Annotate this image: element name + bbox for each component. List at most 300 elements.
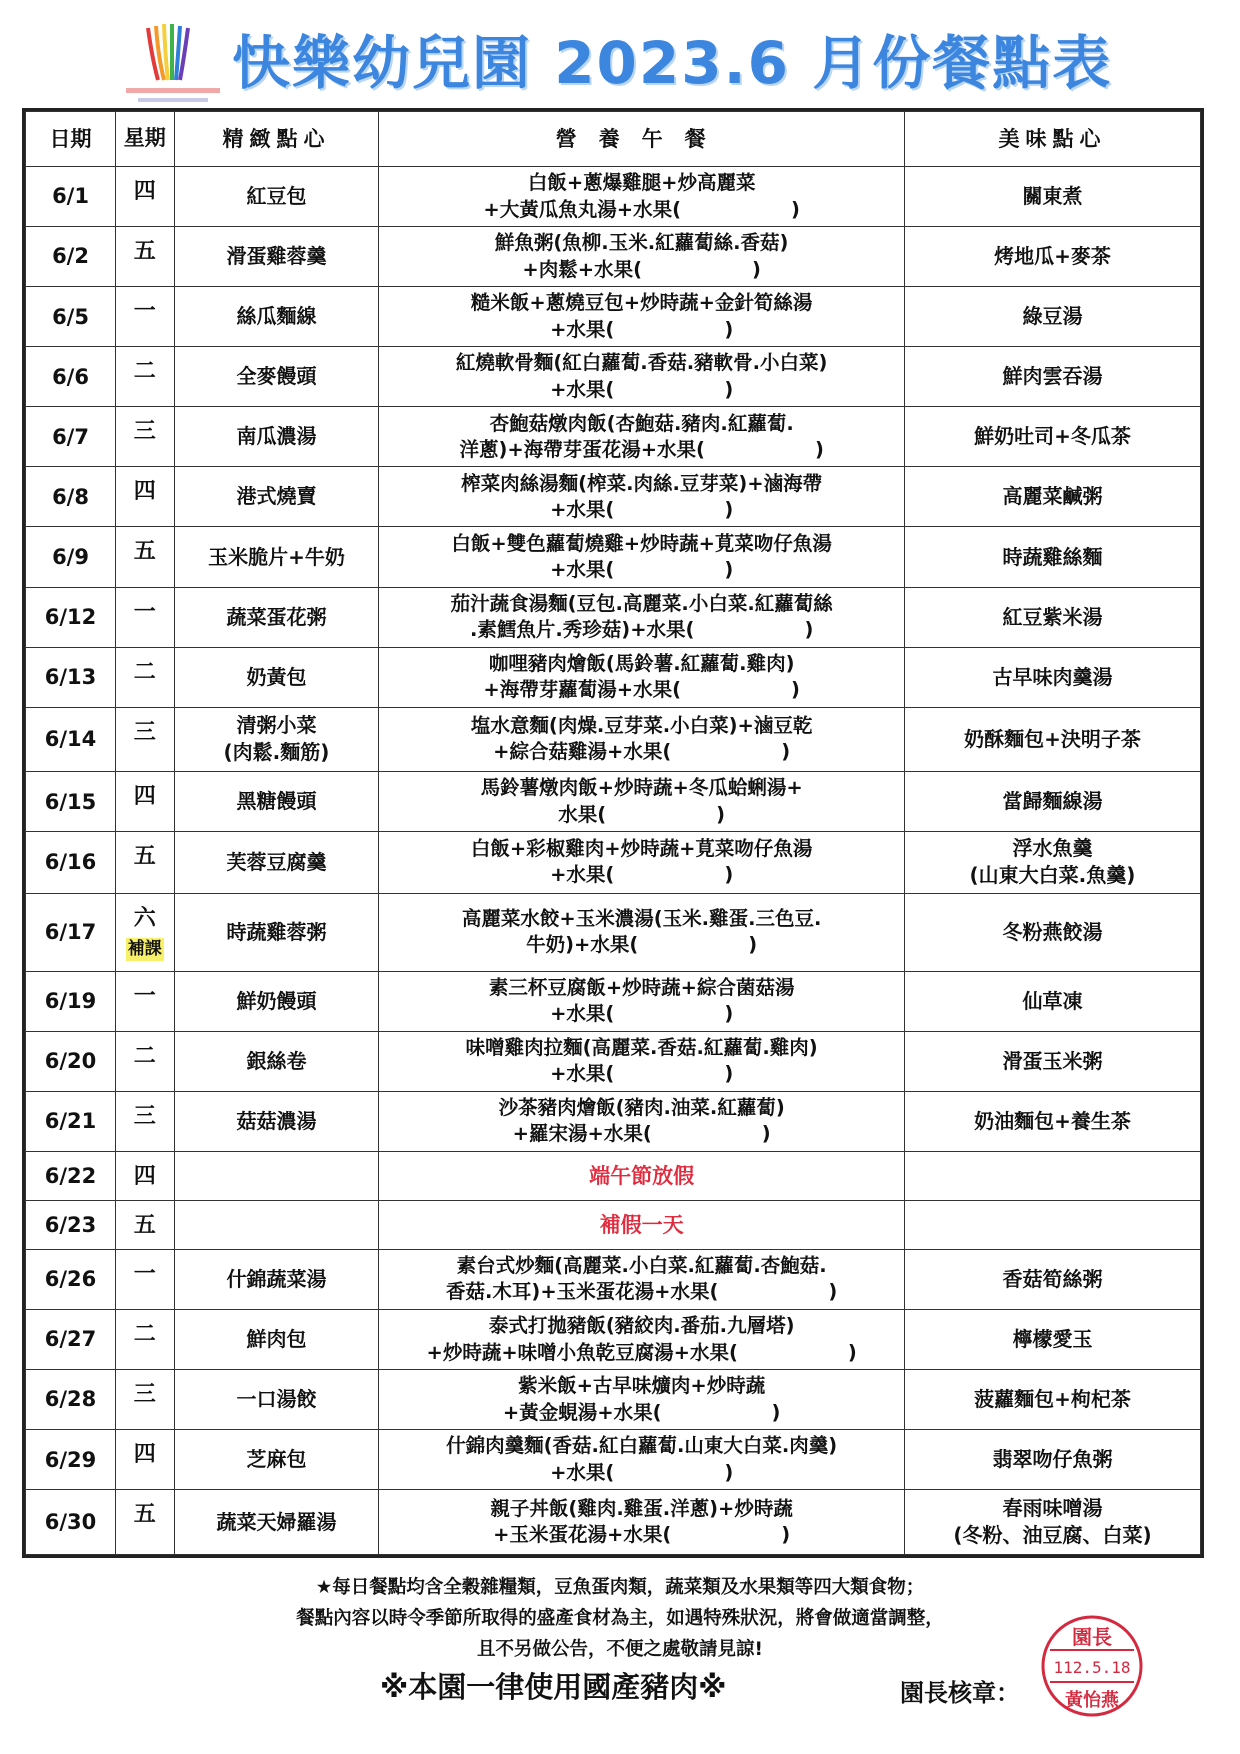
table-row: [26, 647, 1201, 707]
afternoon-snack-cell: [904, 971, 1200, 1031]
fruit-close-paren: ): [724, 1062, 734, 1086]
date-cell: 6/12: [26, 587, 116, 647]
lunch-cell: [379, 1370, 905, 1430]
afternoon-snack: 綠豆湯: [1022, 304, 1083, 329]
svg-text:112.5.18: 112.5.18: [1053, 1658, 1131, 1677]
afternoon-snack: 紅豆紫米湯: [1002, 604, 1103, 629]
weekday-cell: [116, 467, 175, 527]
morning-snack: 黑糖饅頭: [236, 789, 317, 814]
pork-notice: ※本園一律使用國產豬肉※: [380, 1670, 727, 1704]
date-cell: 6/15: [26, 772, 116, 832]
afternoon-snack-cell: [904, 287, 1200, 347]
morning-snack: 一口湯餃: [236, 1387, 317, 1412]
morning-snack-cell: [174, 1200, 379, 1249]
weekday-label: 三: [133, 1382, 156, 1408]
lunch-line: [383, 377, 900, 403]
fruit-close-paren: ): [724, 1460, 734, 1484]
lunch-line-text: .素鱈魚片.秀珍菇)+水果(: [469, 618, 695, 642]
lunch-line: 素台式炒麵(高麗菜.小白菜.紅蘿蔔.杏鮑菇.: [456, 1254, 827, 1278]
weekday-cell: [116, 893, 175, 971]
fruit-close-paren: ): [828, 1280, 838, 1304]
weekday-label: 五: [133, 239, 156, 265]
afternoon-snack-cell: [904, 1370, 1200, 1430]
weekday-cell: [116, 167, 175, 227]
morning-snack-cell: [174, 1249, 379, 1309]
lunch-line: 素三杯豆腐飯+炒時蔬+綜合菌菇湯: [488, 976, 795, 1000]
lunch-line-text: 洋蔥)+海帶芽蛋花湯+水果(: [459, 437, 705, 461]
lunch-line: 鮮魚粥(魚柳.玉米.紅蘿蔔絲.香菇): [494, 231, 789, 255]
afternoon-snack-cell: [904, 1200, 1200, 1249]
table-row: [26, 527, 1201, 587]
morning-snack-cell: [174, 407, 379, 467]
morning-snack: 時蔬雞蓉粥: [226, 919, 327, 944]
table-row: [26, 227, 1201, 287]
morning-snack-detail: (肉鬆.麵筋): [223, 740, 330, 765]
table-row: [26, 1490, 1201, 1555]
weekday-label: 一: [133, 299, 156, 325]
lunch-cell: [379, 227, 905, 287]
afternoon-snack: 仙草凍: [1022, 988, 1083, 1013]
table-row: [26, 347, 1201, 407]
afternoon-snack-cell: [904, 707, 1200, 772]
afternoon-snack-cell: [904, 1430, 1200, 1490]
lunch-cell: [379, 407, 905, 467]
date-cell: 6/5: [26, 287, 116, 347]
table-row: [26, 287, 1201, 347]
lunch-line-text: +水果(: [550, 1460, 615, 1484]
table-row: [26, 971, 1201, 1031]
lunch-line: 泰式打拋豬飯(豬絞肉.番茄.九層塔): [488, 1314, 795, 1338]
weekday-cell: [116, 772, 175, 832]
morning-snack: 紅豆包: [246, 184, 307, 209]
afternoon-snack-detail: (冬粉、油豆腐、白菜): [953, 1523, 1152, 1548]
weekday-label: 二: [133, 1043, 156, 1069]
lunch-line: [383, 497, 900, 523]
fruit-close-paren: ): [748, 933, 758, 957]
weekday-label: 五: [133, 539, 156, 565]
afternoon-snack: 鮮肉雲吞湯: [1002, 364, 1103, 389]
weekday-label: 四: [133, 784, 156, 810]
afternoon-snack: 翡翠吻仔魚粥: [992, 1447, 1113, 1472]
lunch-cell: [379, 1310, 905, 1370]
date-cell: 6/28: [26, 1370, 116, 1430]
table-row: [26, 1031, 1201, 1091]
morning-snack: 菇菇濃湯: [236, 1108, 317, 1133]
weekday-cell: [116, 1310, 175, 1370]
morning-snack: 全麥饅頭: [236, 364, 317, 389]
morning-snack-cell: [174, 707, 379, 772]
weekday-cell: [116, 287, 175, 347]
afternoon-snack: 春雨味噌湯: [1002, 1496, 1103, 1521]
weekday-label: 三: [133, 419, 156, 445]
date-cell: 6/16: [26, 832, 116, 893]
menu-table-frame: [22, 108, 1204, 1558]
weekday-label: 六: [133, 905, 156, 931]
weekday-cell: [116, 1430, 175, 1490]
morning-snack-cell: [174, 467, 379, 527]
lunch-line-text: +肉鬆+水果(: [522, 257, 642, 281]
lunch-line: 紅燒軟骨麵(紅白蘿蔔.香菇.豬軟骨.小白菜): [455, 351, 828, 375]
lunch-line-text: +水果(: [550, 863, 615, 887]
lunch-cell: [379, 1249, 905, 1309]
date-cell: 6/9: [26, 527, 116, 587]
header-row: [26, 112, 1201, 167]
lunch-cell: [379, 1490, 905, 1555]
afternoon-snack-cell: [904, 1152, 1200, 1201]
afternoon-snack-cell: [904, 527, 1200, 587]
fruit-close-paren: ): [724, 1002, 734, 1026]
morning-snack-cell: [174, 1091, 379, 1151]
morning-snack: 銀絲卷: [246, 1048, 307, 1073]
weekday-cell: [116, 227, 175, 287]
morning-snack-cell: [174, 167, 379, 227]
fruit-close-paren: ): [814, 437, 824, 461]
fruit-close-paren: ): [847, 1340, 857, 1364]
table-row: [26, 1430, 1201, 1490]
morning-snack: 芙蓉豆腐羹: [226, 849, 327, 874]
lunch-cell: [379, 832, 905, 893]
fruit-close-paren: ): [804, 618, 814, 642]
approval-label: 園長核章：: [900, 1679, 1020, 1707]
lunch-line: [383, 1279, 900, 1305]
table-row: [26, 407, 1201, 467]
lunch-line: 塩水意麵(肉燥.豆芽菜.小白菜)+滷豆乾: [470, 714, 813, 738]
morning-snack: 鮮奶饅頭: [236, 988, 317, 1013]
lunch-line-text: +水果(: [550, 377, 615, 401]
fruit-close-paren: ): [791, 678, 800, 702]
morning-snack-cell: [174, 227, 379, 287]
afternoon-snack: 香菇筍絲粥: [1002, 1266, 1103, 1291]
morning-snack-cell: [174, 347, 379, 407]
morning-snack: 港式燒賣: [236, 484, 317, 509]
lunch-line: [383, 317, 900, 343]
date-cell: 6/23: [26, 1200, 116, 1249]
date-cell: 6/6: [26, 347, 116, 407]
date-cell: 6/14: [26, 707, 116, 772]
weekday-label: 一: [133, 599, 156, 625]
afternoon-snack-detail: (山東大白菜.魚羹): [969, 863, 1136, 888]
afternoon-snack: 高麗菜鹹粥: [1002, 484, 1103, 509]
lunch-line: 糙米飯+蔥燒豆包+炒時蔬+金針筍絲湯: [470, 291, 813, 315]
lunch-cell: [379, 893, 905, 971]
lunch-cell: [379, 527, 905, 587]
weekday-cell: [116, 1490, 175, 1555]
menu-table: [25, 111, 1201, 1555]
morning-snack-cell: [174, 832, 379, 893]
weekday-label: 二: [133, 359, 156, 385]
weekday-label: 五: [133, 844, 156, 870]
afternoon-snack: 滑蛋玉米粥: [1002, 1048, 1103, 1073]
date-cell: 6/21: [26, 1091, 116, 1151]
lunch-line: [383, 1522, 900, 1548]
table-row: [26, 707, 1201, 772]
morning-snack: 絲瓜麵線: [236, 304, 317, 329]
principal-seal: [1040, 1614, 1144, 1718]
weekday-cell: [116, 1370, 175, 1430]
morning-snack: 南瓜濃湯: [236, 424, 317, 449]
lunch-line-text: 水果(: [558, 802, 607, 826]
morning-snack-cell: [174, 287, 379, 347]
date-cell: 6/22: [26, 1152, 116, 1201]
lunch-line: 杏鮑菇燉肉飯(杏鮑菇.豬肉.紅蘿蔔.: [489, 411, 794, 435]
afternoon-snack: 鮮奶吐司+冬瓜茶: [974, 424, 1131, 449]
lunch-line: [383, 677, 900, 703]
header-date: 日期: [26, 112, 116, 167]
weekday-label: 四: [133, 1164, 156, 1190]
date-cell: 6/26: [26, 1249, 116, 1309]
weekday-cell: [116, 1200, 175, 1249]
lunch-cell: [379, 647, 905, 707]
weekday-label: 三: [133, 719, 156, 745]
afternoon-snack-cell: [904, 587, 1200, 647]
weekday-cell: [116, 832, 175, 893]
lunch-line: [383, 197, 900, 223]
weekday-cell: [116, 1152, 175, 1201]
date-cell: 6/7: [26, 407, 116, 467]
morning-snack: 清粥小菜: [236, 713, 317, 738]
lunch-line: 茄汁蔬食湯麵(豆包.高麗菜.小白菜.紅蘿蔔絲: [450, 591, 833, 615]
lunch-cell: [379, 971, 905, 1031]
lunch-line: [383, 1061, 900, 1087]
weekday-cell: [116, 1091, 175, 1151]
afternoon-snack: 時蔬雞絲麵: [1002, 544, 1103, 569]
weekday-label: 一: [133, 983, 156, 1009]
date-cell: 6/2: [26, 227, 116, 287]
fruit-close-paren: ): [724, 377, 734, 401]
afternoon-snack-cell: [904, 347, 1200, 407]
lunch-line-text: +水果(: [550, 1002, 615, 1026]
afternoon-snack-cell: [904, 407, 1200, 467]
lunch-line: 沙茶豬肉燴飯(豬肉.油菜.紅蘿蔔): [498, 1096, 785, 1120]
weekday-cell: [116, 1031, 175, 1091]
lunch-line: [383, 932, 900, 958]
lunch-line: 榨菜肉絲湯麵(榨菜.肉絲.豆芽菜)+滷海帶: [461, 471, 823, 495]
afternoon-snack: 檸檬愛玉: [1012, 1327, 1093, 1352]
fruit-close-paren: ): [724, 497, 734, 521]
lunch-cell: [379, 467, 905, 527]
date-cell: 6/8: [26, 467, 116, 527]
header-lunch: 營養午餐: [379, 112, 905, 167]
morning-snack: 滑蛋雞蓉羹: [226, 244, 327, 269]
lunch-line-text: +羅宋湯+水果(: [512, 1122, 652, 1146]
lunch-line-text: +炒時蔬+味噌小魚乾豆腐湯+水果(: [426, 1340, 738, 1364]
morning-snack-cell: [174, 647, 379, 707]
lunch-line: 白飯+彩椒雞肉+炒時蔬+莧菜吻仔魚湯: [470, 837, 813, 861]
lunch-line-text: +綜合菇雞湯+水果(: [493, 740, 672, 764]
table-row: [26, 832, 1201, 893]
lunch-line: [383, 1400, 900, 1426]
header-snack-pm: 美味點心: [904, 112, 1200, 167]
afternoon-snack-cell: [904, 772, 1200, 832]
fruit-close-paren: ): [752, 257, 761, 281]
lunch-line-text: +水果(: [550, 497, 615, 521]
weekday-label: 五: [133, 1212, 156, 1238]
morning-snack-cell: [174, 527, 379, 587]
weekday-label: 四: [133, 179, 156, 204]
table-row: [26, 1249, 1201, 1309]
lunch-line-text: +水果(: [550, 317, 615, 341]
lunch-cell: [379, 707, 905, 772]
lunch-line: [383, 257, 900, 283]
morning-snack-cell: [174, 1370, 379, 1430]
lunch-line-text: 牛奶)+水果(: [526, 933, 639, 957]
lunch-line: 什錦肉羹麵(香菇.紅白蘿蔔.山東大白菜.肉羹): [446, 1434, 838, 1458]
weekday-cell: [116, 707, 175, 772]
afternoon-snack-cell: [904, 167, 1200, 227]
weekday-label: 三: [133, 1103, 156, 1129]
weekday-label: 二: [133, 659, 156, 685]
table-row: [26, 1152, 1201, 1201]
morning-snack-cell: [174, 1031, 379, 1091]
lunch-line: 白飯+蔥爆雞腿+炒高麗菜: [527, 171, 756, 195]
table-row: [26, 1091, 1201, 1151]
lunch-line: [383, 802, 900, 828]
page-title: 快樂幼兒園 2023.6 月份餐點表: [232, 29, 1113, 97]
date-cell: 6/27: [26, 1310, 116, 1370]
school-logo: [118, 18, 228, 108]
holiday-cell: 端午節放假: [379, 1152, 905, 1201]
fruit-close-paren: ): [781, 740, 791, 764]
afternoon-snack-cell: [904, 1091, 1200, 1151]
lunch-line: [383, 739, 900, 765]
weekday-label: 一: [133, 1261, 156, 1287]
lunch-line: [383, 437, 900, 463]
table-row: [26, 1370, 1201, 1430]
table-row: [26, 1310, 1201, 1370]
lunch-cell: [379, 1430, 905, 1490]
lunch-line-text: +大黃瓜魚丸湯+水果(: [483, 197, 681, 221]
table-row: [26, 167, 1201, 227]
date-cell: 6/29: [26, 1430, 116, 1490]
date-cell: 6/17: [26, 893, 116, 971]
afternoon-snack-cell: [904, 467, 1200, 527]
afternoon-snack: 菠蘿麵包+枸杞茶: [974, 1387, 1131, 1412]
afternoon-snack-cell: [904, 893, 1200, 971]
lunch-line: [383, 1121, 900, 1147]
afternoon-snack-cell: [904, 1031, 1200, 1091]
lunch-line-text: +玉米蛋花湯+水果(: [493, 1523, 672, 1547]
lunch-line: 紫米飯+古早味爌肉+炒時蔬: [518, 1374, 766, 1398]
date-cell: 6/13: [26, 647, 116, 707]
table-row: [26, 772, 1201, 832]
date-cell: 6/20: [26, 1031, 116, 1091]
fruit-close-paren: ): [724, 863, 734, 887]
morning-snack: 什錦蔬菜湯: [226, 1266, 327, 1291]
lunch-line: 白飯+雙色蘿蔔燒雞+炒時蔬+莧菜吻仔魚湯: [451, 531, 832, 555]
lunch-line-text: +水果(: [550, 1062, 615, 1086]
afternoon-snack: 古早味肉羹湯: [992, 664, 1113, 689]
weekday-cell: [116, 1249, 175, 1309]
lunch-line-text: +海帶芽蘿蔔湯+水果(: [483, 678, 681, 702]
weekday-label: 四: [133, 1442, 156, 1468]
holiday-cell: 補假一天: [379, 1200, 905, 1249]
fruit-close-paren: ): [716, 802, 726, 826]
fruit-close-paren: ): [724, 317, 734, 341]
date-cell: 6/19: [26, 971, 116, 1031]
lunch-cell: [379, 1091, 905, 1151]
morning-snack-cell: [174, 971, 379, 1031]
morning-snack: 鮮肉包: [246, 1327, 307, 1352]
morning-snack-cell: [174, 587, 379, 647]
table-row: [26, 467, 1201, 527]
morning-snack-cell: [174, 1430, 379, 1490]
header-snack-am: 精緻點心: [174, 112, 379, 167]
morning-snack: 奶黃包: [246, 664, 307, 689]
header-week: 星期: [116, 112, 175, 167]
afternoon-snack-cell: [904, 1310, 1200, 1370]
lunch-cell: [379, 587, 905, 647]
afternoon-snack: 烤地瓜+麥茶: [994, 244, 1111, 269]
morning-snack-cell: [174, 772, 379, 832]
lunch-line-text: 香菇.木耳)+玉米蛋花湯+水果(: [446, 1280, 719, 1304]
morning-snack-cell: [174, 1490, 379, 1555]
lunch-line: 味噌雞肉拉麵(高麗菜.香菇.紅蘿蔔.雞肉): [465, 1036, 818, 1060]
svg-text:黃怡燕: 黃怡燕: [1065, 1690, 1119, 1711]
note-line: ★每日餐點均含全穀雜糧類，豆魚蛋肉類，蔬菜類及水果類等四大類食物；: [315, 1577, 925, 1598]
lunch-cell: [379, 167, 905, 227]
afternoon-snack-cell: [904, 832, 1200, 893]
fruit-close-paren: ): [791, 197, 800, 221]
lunch-line: 咖哩豬肉燴飯(馬鈴薯.紅蘿蔔.雞肉): [488, 651, 795, 675]
weekday-label: 五: [133, 1502, 156, 1528]
morning-snack-cell: [174, 1152, 379, 1201]
morning-snack-cell: [174, 1310, 379, 1370]
table-row: [26, 1200, 1201, 1249]
afternoon-snack-cell: [904, 647, 1200, 707]
afternoon-snack: 冬粉燕餃湯: [1002, 919, 1103, 944]
morning-snack: 蔬菜天婦羅湯: [216, 1509, 337, 1534]
weekday-cell: [116, 527, 175, 587]
weekday-cell: [116, 647, 175, 707]
note-line: 且不另做公告，不便之處敬請見諒!: [477, 1639, 763, 1660]
note-line: 餐點內容以時令季節所取得的盛產食材為主，如遇特殊狀況，將會做適當調整，: [296, 1608, 944, 1629]
afternoon-snack-cell: [904, 1249, 1200, 1309]
lunch-line: 親子丼飯(雞肉.雞蛋.洋蔥)+炒時蔬: [490, 1496, 793, 1520]
afternoon-snack: 奶酥麵包+決明子茶: [964, 726, 1141, 751]
lunch-line: [383, 617, 900, 643]
lunch-line: 馬鈴薯燉肉飯+炒時蔬+冬瓜蛤蜊湯+: [480, 776, 803, 800]
lunch-cell: [379, 772, 905, 832]
table-row: [26, 587, 1201, 647]
lunch-line-text: +水果(: [550, 558, 615, 581]
morning-snack: 芝麻包: [246, 1447, 307, 1472]
fruit-close-paren: ): [724, 558, 734, 581]
afternoon-snack: 關東煮: [1022, 184, 1083, 209]
lunch-line: [383, 1460, 900, 1486]
morning-snack: 蔬菜蛋花粥: [226, 604, 327, 629]
lunch-line: [383, 1001, 900, 1027]
afternoon-snack-cell: [904, 227, 1200, 287]
weekday-label: 四: [133, 479, 156, 505]
menu-body: [26, 167, 1201, 1555]
date-cell: 6/30: [26, 1490, 116, 1555]
weekday-label: 二: [133, 1322, 156, 1348]
morning-snack: 玉米脆片+牛奶: [208, 544, 345, 569]
fruit-close-paren: ): [771, 1400, 781, 1424]
morning-snack-cell: [174, 893, 379, 971]
afternoon-snack: 浮水魚羹: [1012, 836, 1093, 861]
afternoon-snack: 奶油麵包+養生茶: [974, 1108, 1131, 1133]
fruit-close-paren: ): [781, 1523, 791, 1547]
weekday-cell: [116, 347, 175, 407]
table-row: [26, 893, 1201, 971]
lunch-cell: [379, 1031, 905, 1091]
weekday-cell: [116, 971, 175, 1031]
date-cell: 6/1: [26, 167, 116, 227]
lunch-line: 高麗菜水餃+玉米濃湯(玉米.雞蛋.三色豆.: [461, 906, 822, 930]
lunch-line: [383, 557, 900, 583]
weekday-cell: [116, 407, 175, 467]
